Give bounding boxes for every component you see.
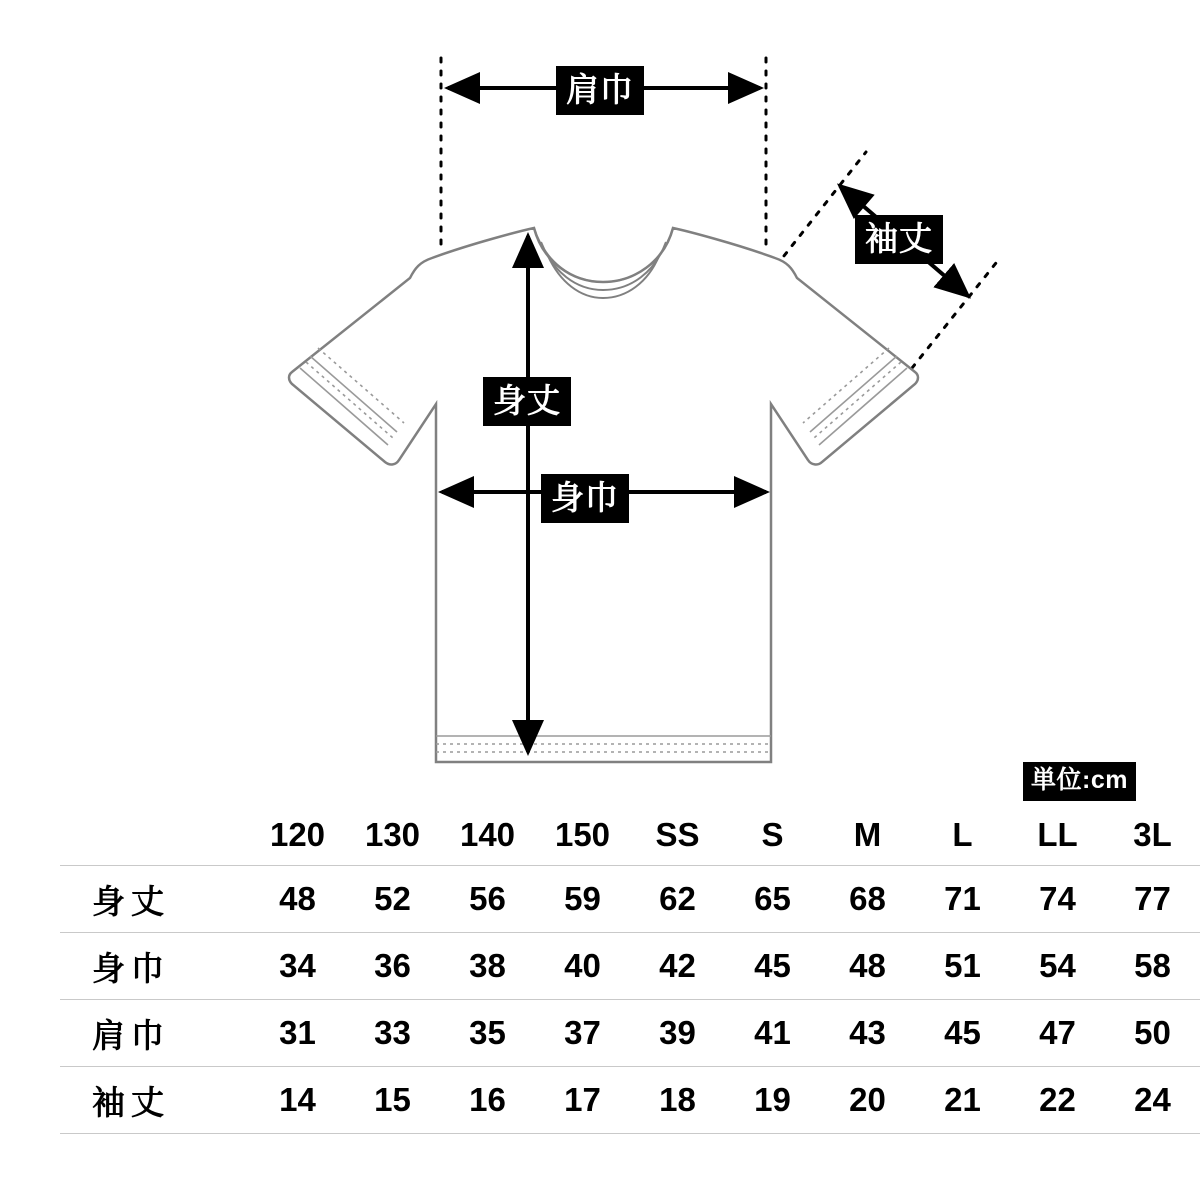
size-table-wrapper (0, 805, 1200, 1134)
cell-body-length-3l: 77 (1134, 880, 1171, 917)
column-header-150: 150 (554, 816, 611, 853)
column-header-3l: 3L (1133, 816, 1172, 853)
cell-body-length-ll: 74 (1039, 880, 1076, 917)
column-header-ll: LL (1037, 816, 1078, 853)
cell-body-width-ll: 54 (1039, 947, 1076, 984)
column-header-120: 120 (269, 816, 326, 853)
row-header-body-length: 身丈 (92, 882, 170, 920)
row-header-body-width: 身巾 (92, 949, 170, 987)
cell-shoulder-l: 45 (944, 1014, 981, 1051)
column-header-m: M (853, 816, 882, 853)
table-corner-cell (60, 805, 250, 866)
cell-body-width-ss: 42 (659, 947, 696, 984)
size-table-body (60, 866, 1200, 1134)
size-table (60, 805, 1200, 1134)
table-row (60, 1067, 1200, 1134)
cell-sleeve-l: 21 (944, 1081, 981, 1118)
table-header-row (60, 805, 1200, 866)
cell-body-length-m: 68 (849, 880, 886, 917)
cell-shoulder-150: 37 (564, 1014, 601, 1051)
cell-body-length-s: 65 (754, 880, 791, 917)
table-row (60, 866, 1200, 933)
cell-body-length-140: 56 (469, 880, 506, 917)
table-row (60, 1000, 1200, 1067)
cell-body-width-3l: 58 (1134, 947, 1171, 984)
cell-sleeve-ll: 22 (1039, 1081, 1076, 1118)
cell-sleeve-m: 20 (849, 1081, 886, 1118)
cell-sleeve-150: 17 (564, 1081, 601, 1118)
cell-shoulder-ss: 39 (659, 1014, 696, 1051)
cell-body-width-120: 34 (279, 947, 316, 984)
cell-body-width-m: 48 (849, 947, 886, 984)
cell-shoulder-ll: 47 (1039, 1014, 1076, 1051)
label-unit: 単位:cm (1023, 762, 1136, 801)
cell-sleeve-ss: 18 (659, 1081, 696, 1118)
cell-sleeve-3l: 24 (1134, 1081, 1171, 1118)
cell-shoulder-m: 43 (849, 1014, 886, 1051)
cell-body-width-140: 38 (469, 947, 506, 984)
cell-body-length-ss: 62 (659, 880, 696, 917)
label-body-length: 身丈 (483, 377, 571, 426)
label-sleeve-length: 袖丈 (855, 215, 943, 264)
cell-sleeve-140: 16 (469, 1081, 506, 1118)
column-header-140: 140 (459, 816, 516, 853)
cell-body-length-150: 59 (564, 880, 601, 917)
cell-body-length-120: 48 (279, 880, 316, 917)
column-header-s: S (761, 816, 784, 853)
cell-sleeve-s: 19 (754, 1081, 791, 1118)
column-header-130: 130 (364, 816, 421, 853)
cell-body-length-130: 52 (374, 880, 411, 917)
cell-body-width-s: 45 (754, 947, 791, 984)
cell-body-width-150: 40 (564, 947, 601, 984)
cell-shoulder-3l: 50 (1134, 1014, 1171, 1051)
cell-shoulder-140: 35 (469, 1014, 506, 1051)
label-shoulder-width: 肩巾 (556, 66, 644, 115)
cell-shoulder-s: 41 (754, 1014, 791, 1051)
row-header-sleeve-length: 袖丈 (92, 1083, 170, 1121)
cell-shoulder-120: 31 (279, 1014, 316, 1051)
cell-body-width-l: 51 (944, 947, 981, 984)
cell-sleeve-120: 14 (279, 1081, 316, 1118)
cell-body-length-l: 71 (944, 880, 981, 917)
label-body-width: 身巾 (541, 474, 629, 523)
table-row (60, 933, 1200, 1000)
column-header-l: L (952, 816, 973, 853)
size-table-head (60, 805, 1200, 866)
column-header-ss: SS (655, 816, 700, 853)
cell-body-width-130: 36 (374, 947, 411, 984)
row-header-shoulder-width: 肩巾 (92, 1016, 170, 1054)
cell-shoulder-130: 33 (374, 1014, 411, 1051)
cell-sleeve-130: 15 (374, 1081, 411, 1118)
